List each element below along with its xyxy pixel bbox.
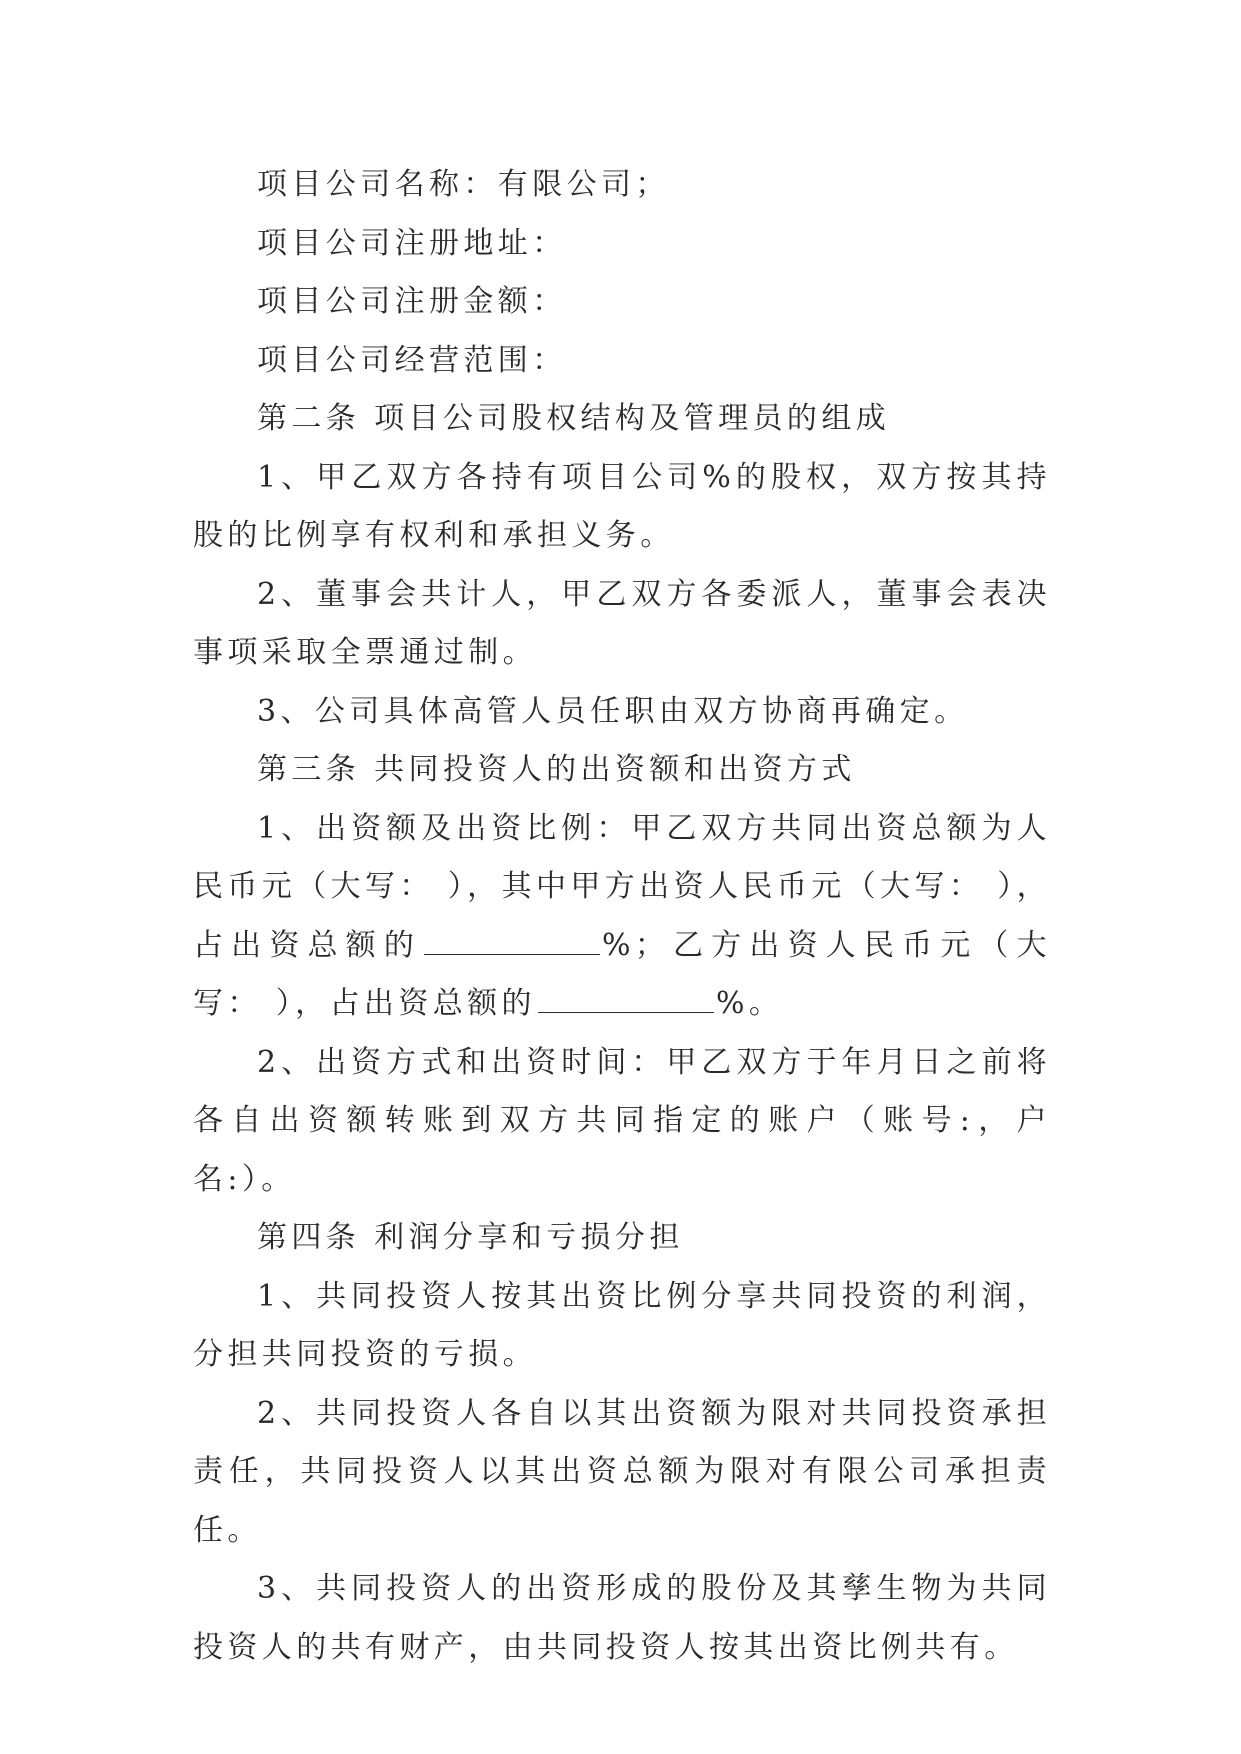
article-3-item-1-text-c: %。 <box>715 986 784 1021</box>
article-3-heading: 第三条 共同投资人的出资额和出资方式 <box>257 752 856 787</box>
article-4-item-2: 2、共同投资人各自以其出资额为限对共同投资承担责任，共同投资人以其出资总额为限对有限公司承担责任。 <box>193 1395 1051 1548</box>
article-2-item-2: 2、董事会共计人，甲乙双方各委派人，董事会表决事项采取全票通过制。 <box>193 576 1051 670</box>
blank-underline <box>424 932 600 955</box>
company-name-line: 项目公司名称：有限公司； <box>257 167 670 202</box>
article-2-item-1: 1、甲乙双方各持有项目公司%的股权，双方按其持股的比例享有权利和承担义务。 <box>193 459 1051 553</box>
article-4-heading: 第四条 利润分享和亏损分担 <box>257 1220 684 1255</box>
article-3-item-2: 2、出资方式和出资时间：甲乙双方于年月日之前将各自出资额转账到双方共同指定的账户（账号:，户名:）。 <box>193 1044 1051 1197</box>
article-3-item-1-text-a: 1、出资额及出资比例：甲乙双方共同出资总额为人民币元（大写： ），其中甲方出资人民币元（大写： ），占出资总额的 <box>193 810 1051 963</box>
article-2-item-3: 3、公司具体高管人员任职由双方协商再确定。 <box>257 693 969 729</box>
company-capital-line: 项目公司注册金额： <box>257 284 567 319</box>
company-address-line: 项目公司注册地址： <box>257 225 567 261</box>
article-4-item-3: 3、共同投资人的出资形成的股份及其孳生物为共同投资人的共有财产，由共同投资人按其出资比例共有。 <box>193 1571 1051 1665</box>
article-3-item-1 <box>193 800 1051 1034</box>
document-body <box>193 156 1051 1677</box>
blank-underline <box>538 990 714 1013</box>
article-3-item-1-text-b: %；乙方出资人民币元（大写： ），占出资总额的 <box>193 927 1051 1021</box>
company-scope-line: 项目公司经营范围： <box>257 342 567 378</box>
article-4-item-1: 1、共同投资人按其出资比例分享共同投资的利润，分担共同投资的亏损。 <box>193 1278 1051 1372</box>
article-2-heading: 第二条 项目公司股权结构及管理员的组成 <box>257 401 891 436</box>
